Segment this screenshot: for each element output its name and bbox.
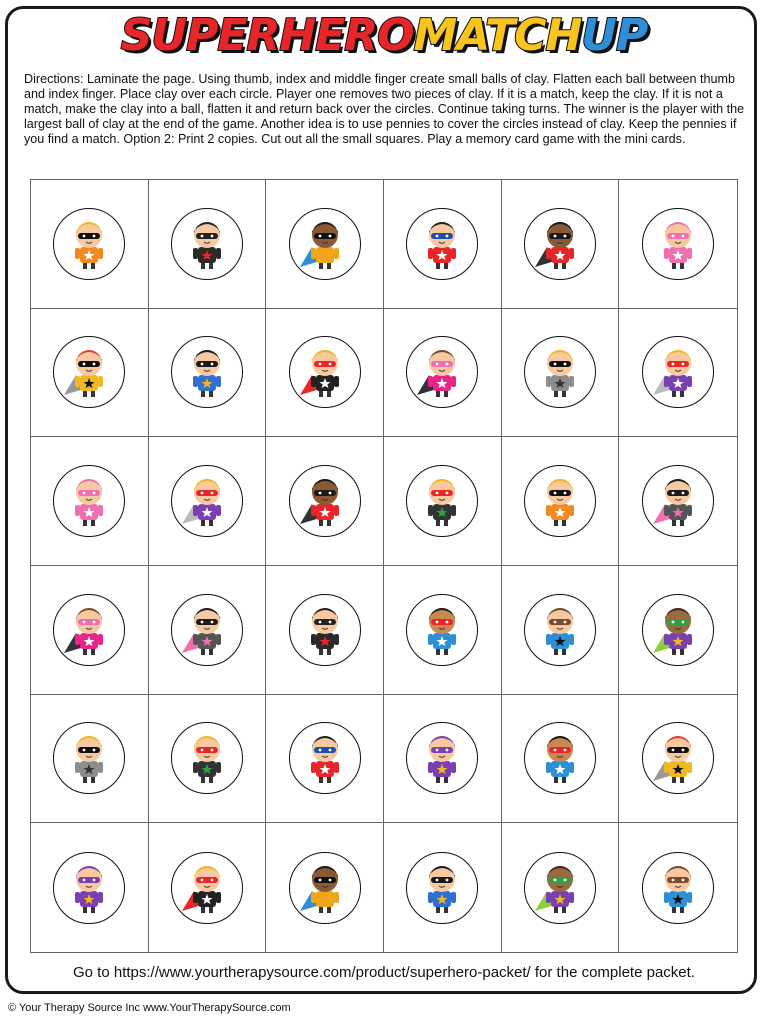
superhero-icon — [54, 466, 124, 536]
grid-cell[interactable] — [619, 566, 737, 695]
superhero-icon — [172, 853, 242, 923]
grid-cell[interactable] — [384, 437, 502, 566]
grid-cell[interactable] — [384, 695, 502, 824]
superhero-icon — [643, 337, 713, 407]
grid-cell[interactable] — [502, 437, 620, 566]
grid-cell[interactable] — [149, 309, 267, 438]
hero-circle[interactable] — [53, 852, 125, 924]
hero-circle[interactable] — [53, 465, 125, 537]
hero-circle[interactable] — [171, 465, 243, 537]
grid-cell[interactable] — [31, 309, 149, 438]
grid-cell[interactable] — [31, 180, 149, 309]
superhero-icon — [54, 723, 124, 793]
grid-cell[interactable] — [266, 566, 384, 695]
grid-cell[interactable] — [619, 309, 737, 438]
page-title — [0, 8, 768, 64]
directions-text: Directions: Laminate the page. Using thumb, index and middle finger create small balls of clay. Flatten each ball between thumb and index finger. Place clay over each circle. Player one removes two pieces of clay. If it is a match, keep the clay. If it is not a match, make the clay into a ball, flatten it and return back over the circles. Continue taking turns. The winner is the player with the largest ball of clay at the end of the game. Another idea is to use pennies to cover the circles instead of clay. Keep the pennies if you find a match. Option 2: Print 2 copies. Cut out all the small squares. Play a memory card game with the mini cards. — [24, 72, 745, 146]
grid-cell[interactable] — [502, 566, 620, 695]
grid-cell[interactable] — [384, 180, 502, 309]
title-superhero: SUPERHERO — [120, 10, 414, 61]
grid-cell[interactable] — [31, 823, 149, 952]
superhero-icon — [525, 337, 595, 407]
superhero-icon — [172, 723, 242, 793]
title-match: MATCH — [413, 10, 582, 61]
superhero-icon — [525, 723, 595, 793]
hero-circle[interactable] — [406, 208, 478, 280]
hero-circle[interactable] — [642, 208, 714, 280]
superhero-icon — [407, 466, 477, 536]
hero-circle[interactable] — [289, 722, 361, 794]
superhero-icon — [407, 853, 477, 923]
grid-cell[interactable] — [149, 823, 267, 952]
hero-circle[interactable] — [406, 852, 478, 924]
hero-circle[interactable] — [524, 594, 596, 666]
copyright-text: © Your Therapy Source Inc www.YourTherapySource.com — [8, 1002, 291, 1014]
hero-circle[interactable] — [171, 852, 243, 924]
grid-cell[interactable] — [266, 309, 384, 438]
grid-cell[interactable] — [619, 180, 737, 309]
grid-cell[interactable] — [31, 437, 149, 566]
hero-circle[interactable] — [289, 465, 361, 537]
grid-cell[interactable] — [31, 566, 149, 695]
hero-circle[interactable] — [406, 465, 478, 537]
hero-circle[interactable] — [53, 594, 125, 666]
superhero-icon — [407, 723, 477, 793]
hero-circle[interactable] — [642, 465, 714, 537]
hero-circle[interactable] — [289, 852, 361, 924]
superhero-icon — [290, 723, 360, 793]
superhero-icon — [643, 853, 713, 923]
superhero-icon — [172, 595, 242, 665]
grid-cell[interactable] — [149, 180, 267, 309]
superhero-icon — [54, 209, 124, 279]
superhero-icon — [643, 723, 713, 793]
hero-circle[interactable] — [524, 208, 596, 280]
grid-cell[interactable] — [502, 695, 620, 824]
superhero-icon — [643, 595, 713, 665]
hero-circle[interactable] — [642, 594, 714, 666]
grid-cell[interactable] — [149, 437, 267, 566]
superhero-icon — [525, 595, 595, 665]
grid-cell[interactable] — [619, 437, 737, 566]
superhero-icon — [290, 853, 360, 923]
grid-cell[interactable] — [266, 180, 384, 309]
hero-circle[interactable] — [289, 336, 361, 408]
hero-circle[interactable] — [524, 465, 596, 537]
superhero-icon — [525, 853, 595, 923]
grid-cell[interactable] — [619, 823, 737, 952]
superhero-icon — [172, 209, 242, 279]
title-up: UP — [581, 10, 648, 61]
grid-cell[interactable] — [384, 566, 502, 695]
grid-cell[interactable] — [384, 823, 502, 952]
superhero-icon — [54, 853, 124, 923]
hero-circle[interactable] — [289, 208, 361, 280]
superhero-icon — [407, 337, 477, 407]
hero-circle[interactable] — [406, 722, 478, 794]
superhero-icon — [525, 209, 595, 279]
hero-circle[interactable] — [642, 852, 714, 924]
grid-cell[interactable] — [266, 695, 384, 824]
superhero-icon — [290, 337, 360, 407]
grid-cell[interactable] — [149, 695, 267, 824]
superhero-icon — [54, 337, 124, 407]
match-grid — [30, 179, 738, 953]
hero-circle[interactable] — [171, 336, 243, 408]
superhero-icon — [407, 595, 477, 665]
superhero-icon — [290, 466, 360, 536]
grid-cell[interactable] — [619, 695, 737, 824]
superhero-icon — [290, 209, 360, 279]
superhero-icon — [643, 466, 713, 536]
hero-circle[interactable] — [406, 336, 478, 408]
grid-cell[interactable] — [266, 437, 384, 566]
hero-circle[interactable] — [406, 594, 478, 666]
superhero-icon — [290, 595, 360, 665]
grid-cell[interactable] — [502, 823, 620, 952]
superhero-icon — [643, 209, 713, 279]
hero-circle[interactable] — [524, 722, 596, 794]
hero-circle[interactable] — [524, 336, 596, 408]
superhero-icon — [407, 209, 477, 279]
grid-cell[interactable] — [149, 566, 267, 695]
grid-cell[interactable] — [502, 180, 620, 309]
grid-cell[interactable] — [384, 309, 502, 438]
footer-link-text: Go to https://www.yourtherapysource.com/product/superhero-packet/ for the complete packet. — [73, 964, 695, 981]
hero-circle[interactable] — [53, 208, 125, 280]
hero-circle[interactable] — [53, 336, 125, 408]
hero-circle[interactable] — [53, 722, 125, 794]
hero-circle[interactable] — [524, 852, 596, 924]
hero-circle[interactable] — [171, 594, 243, 666]
hero-circle[interactable] — [289, 594, 361, 666]
hero-circle[interactable] — [642, 336, 714, 408]
superhero-icon — [172, 337, 242, 407]
grid-cell[interactable] — [502, 309, 620, 438]
grid-cell[interactable] — [266, 823, 384, 952]
superhero-icon — [54, 595, 124, 665]
hero-circle[interactable] — [171, 208, 243, 280]
grid-cell[interactable] — [31, 695, 149, 824]
superhero-icon — [525, 466, 595, 536]
hero-circle[interactable] — [642, 722, 714, 794]
hero-circle[interactable] — [171, 722, 243, 794]
superhero-icon — [172, 466, 242, 536]
